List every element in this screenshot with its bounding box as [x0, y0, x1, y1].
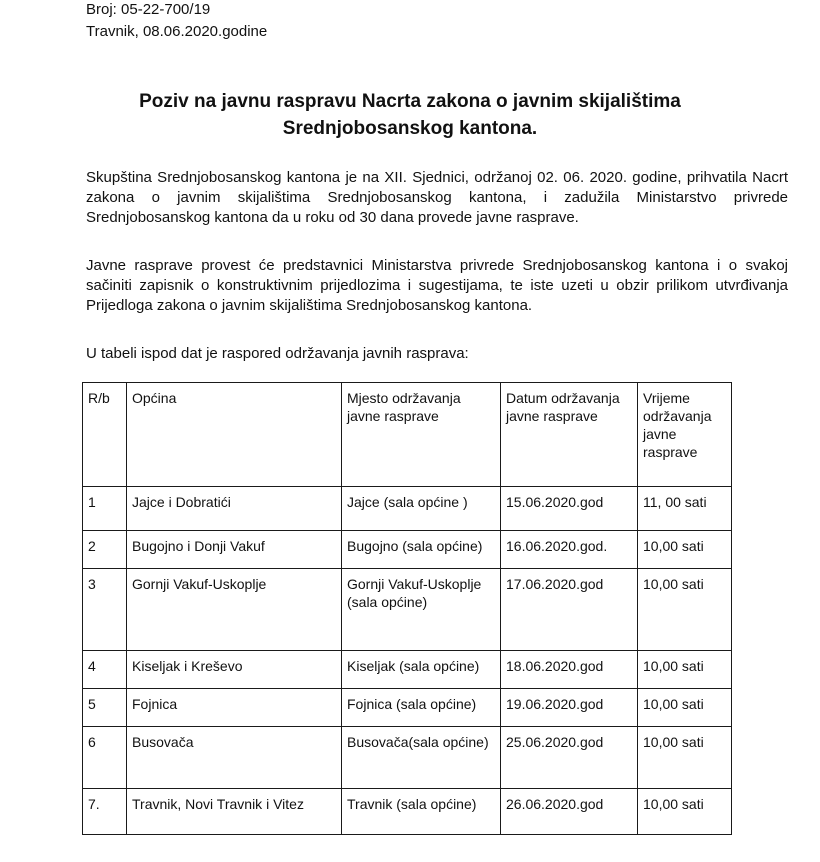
cell-opcina: Jajce i Dobratići	[127, 487, 342, 531]
cell-rb: 4	[83, 651, 127, 689]
table-intro: U tabeli ispod dat je raspored održavanja javnih rasprava:	[86, 345, 469, 362]
paragraph-2: Javne rasprave provest će predstavnici Ministarstva privrede Srednjobosanskog kantona i o svakoj sačiniti zapisnik o konstruktivnim prijedlozima i sugestijama, te iste uzeti u obzir prilikom utvrđivanja Prijedloga zakona o javnim skijalištima Srednjobosanskog kantona.	[86, 257, 788, 314]
cell-mjesto: Busovača(sala općine)	[342, 727, 501, 789]
cell-datum: 16.06.2020.god.	[501, 531, 638, 569]
cell-vrijeme: 11, 00 sati	[638, 487, 732, 531]
table-row	[83, 531, 732, 569]
cell-opcina: Busovača	[127, 727, 342, 789]
title-line-1: Poziv na javnu raspravu Nacrta zakona o javnim skijalištima	[139, 91, 681, 112]
cell-opcina: Fojnica	[127, 689, 342, 727]
cell-vrijeme: 10,00 sati	[638, 569, 732, 651]
header-mjesto: Mjesto održavanja javne rasprave	[342, 383, 501, 487]
cell-datum: 25.06.2020.god	[501, 727, 638, 789]
cell-opcina: Travnik, Novi Travnik i Vitez	[127, 789, 342, 835]
cell-mjesto: Travnik (sala općine)	[342, 789, 501, 835]
cell-datum: 15.06.2020.god	[501, 487, 638, 531]
cell-rb: 7.	[83, 789, 127, 835]
table-row	[83, 651, 732, 689]
title-line-2: Srednjobosanskog kantona.	[282, 118, 538, 139]
cell-vrijeme: 10,00 sati	[638, 689, 732, 727]
table-header-row	[83, 383, 732, 487]
header-opcina: Općina	[127, 383, 342, 487]
cell-datum: 18.06.2020.god	[501, 651, 638, 689]
cell-opcina: Bugojno i Donji Vakuf	[127, 531, 342, 569]
cell-mjesto: Kiseljak (sala općine)	[342, 651, 501, 689]
cell-vrijeme: 10,00 sati	[638, 531, 732, 569]
cell-rb: 5	[83, 689, 127, 727]
cell-datum: 19.06.2020.god	[501, 689, 638, 727]
schedule-table	[82, 382, 732, 835]
cell-opcina: Kiseljak i Kreševo	[127, 651, 342, 689]
cell-mjesto: Gornji Vakuf-Uskoplje (sala općine)	[342, 569, 501, 651]
cell-vrijeme: 10,00 sati	[638, 651, 732, 689]
cell-mjesto: Jajce (sala općine )	[342, 487, 501, 531]
table-row	[83, 569, 732, 651]
document-place-date: Travnik, 08.06.2020.godine	[86, 23, 268, 40]
cell-vrijeme: 10,00 sati	[638, 789, 732, 835]
cell-vrijeme: 10,00 sati	[638, 727, 732, 789]
cell-datum: 26.06.2020.god	[501, 789, 638, 835]
table-row	[83, 487, 732, 531]
paragraph-1: Skupština Srednjobosanskog kantona je na XII. Sjednici, održanoj 02. 06. 2020. godine, prihvatila Nacrt zakona o javnim skijalištima Srednjobosanskog kantona, i zadužila Ministarstvo privrede Srednjobosanskog kantona da u roku od 30 dana provede javne rasprave.	[86, 169, 788, 226]
header-vrijeme: Vrijeme održavanja javne rasprave	[638, 383, 732, 487]
cell-mjesto: Fojnica (sala općine)	[342, 689, 501, 727]
cell-rb: 2	[83, 531, 127, 569]
cell-rb: 6	[83, 727, 127, 789]
header-datum: Datum održavanja javne rasprave	[501, 383, 638, 487]
table-row	[83, 689, 732, 727]
table-row	[83, 727, 732, 789]
document-title	[60, 88, 760, 142]
cell-rb: 1	[83, 487, 127, 531]
cell-rb: 3	[83, 569, 127, 651]
document-number: Broj: 05-22-700/19	[86, 1, 211, 18]
header-rb: R/b	[83, 383, 127, 487]
table-row	[83, 789, 732, 835]
cell-datum: 17.06.2020.god	[501, 569, 638, 651]
cell-opcina: Gornji Vakuf-Uskoplje	[127, 569, 342, 651]
cell-mjesto: Bugojno (sala općine)	[342, 531, 501, 569]
